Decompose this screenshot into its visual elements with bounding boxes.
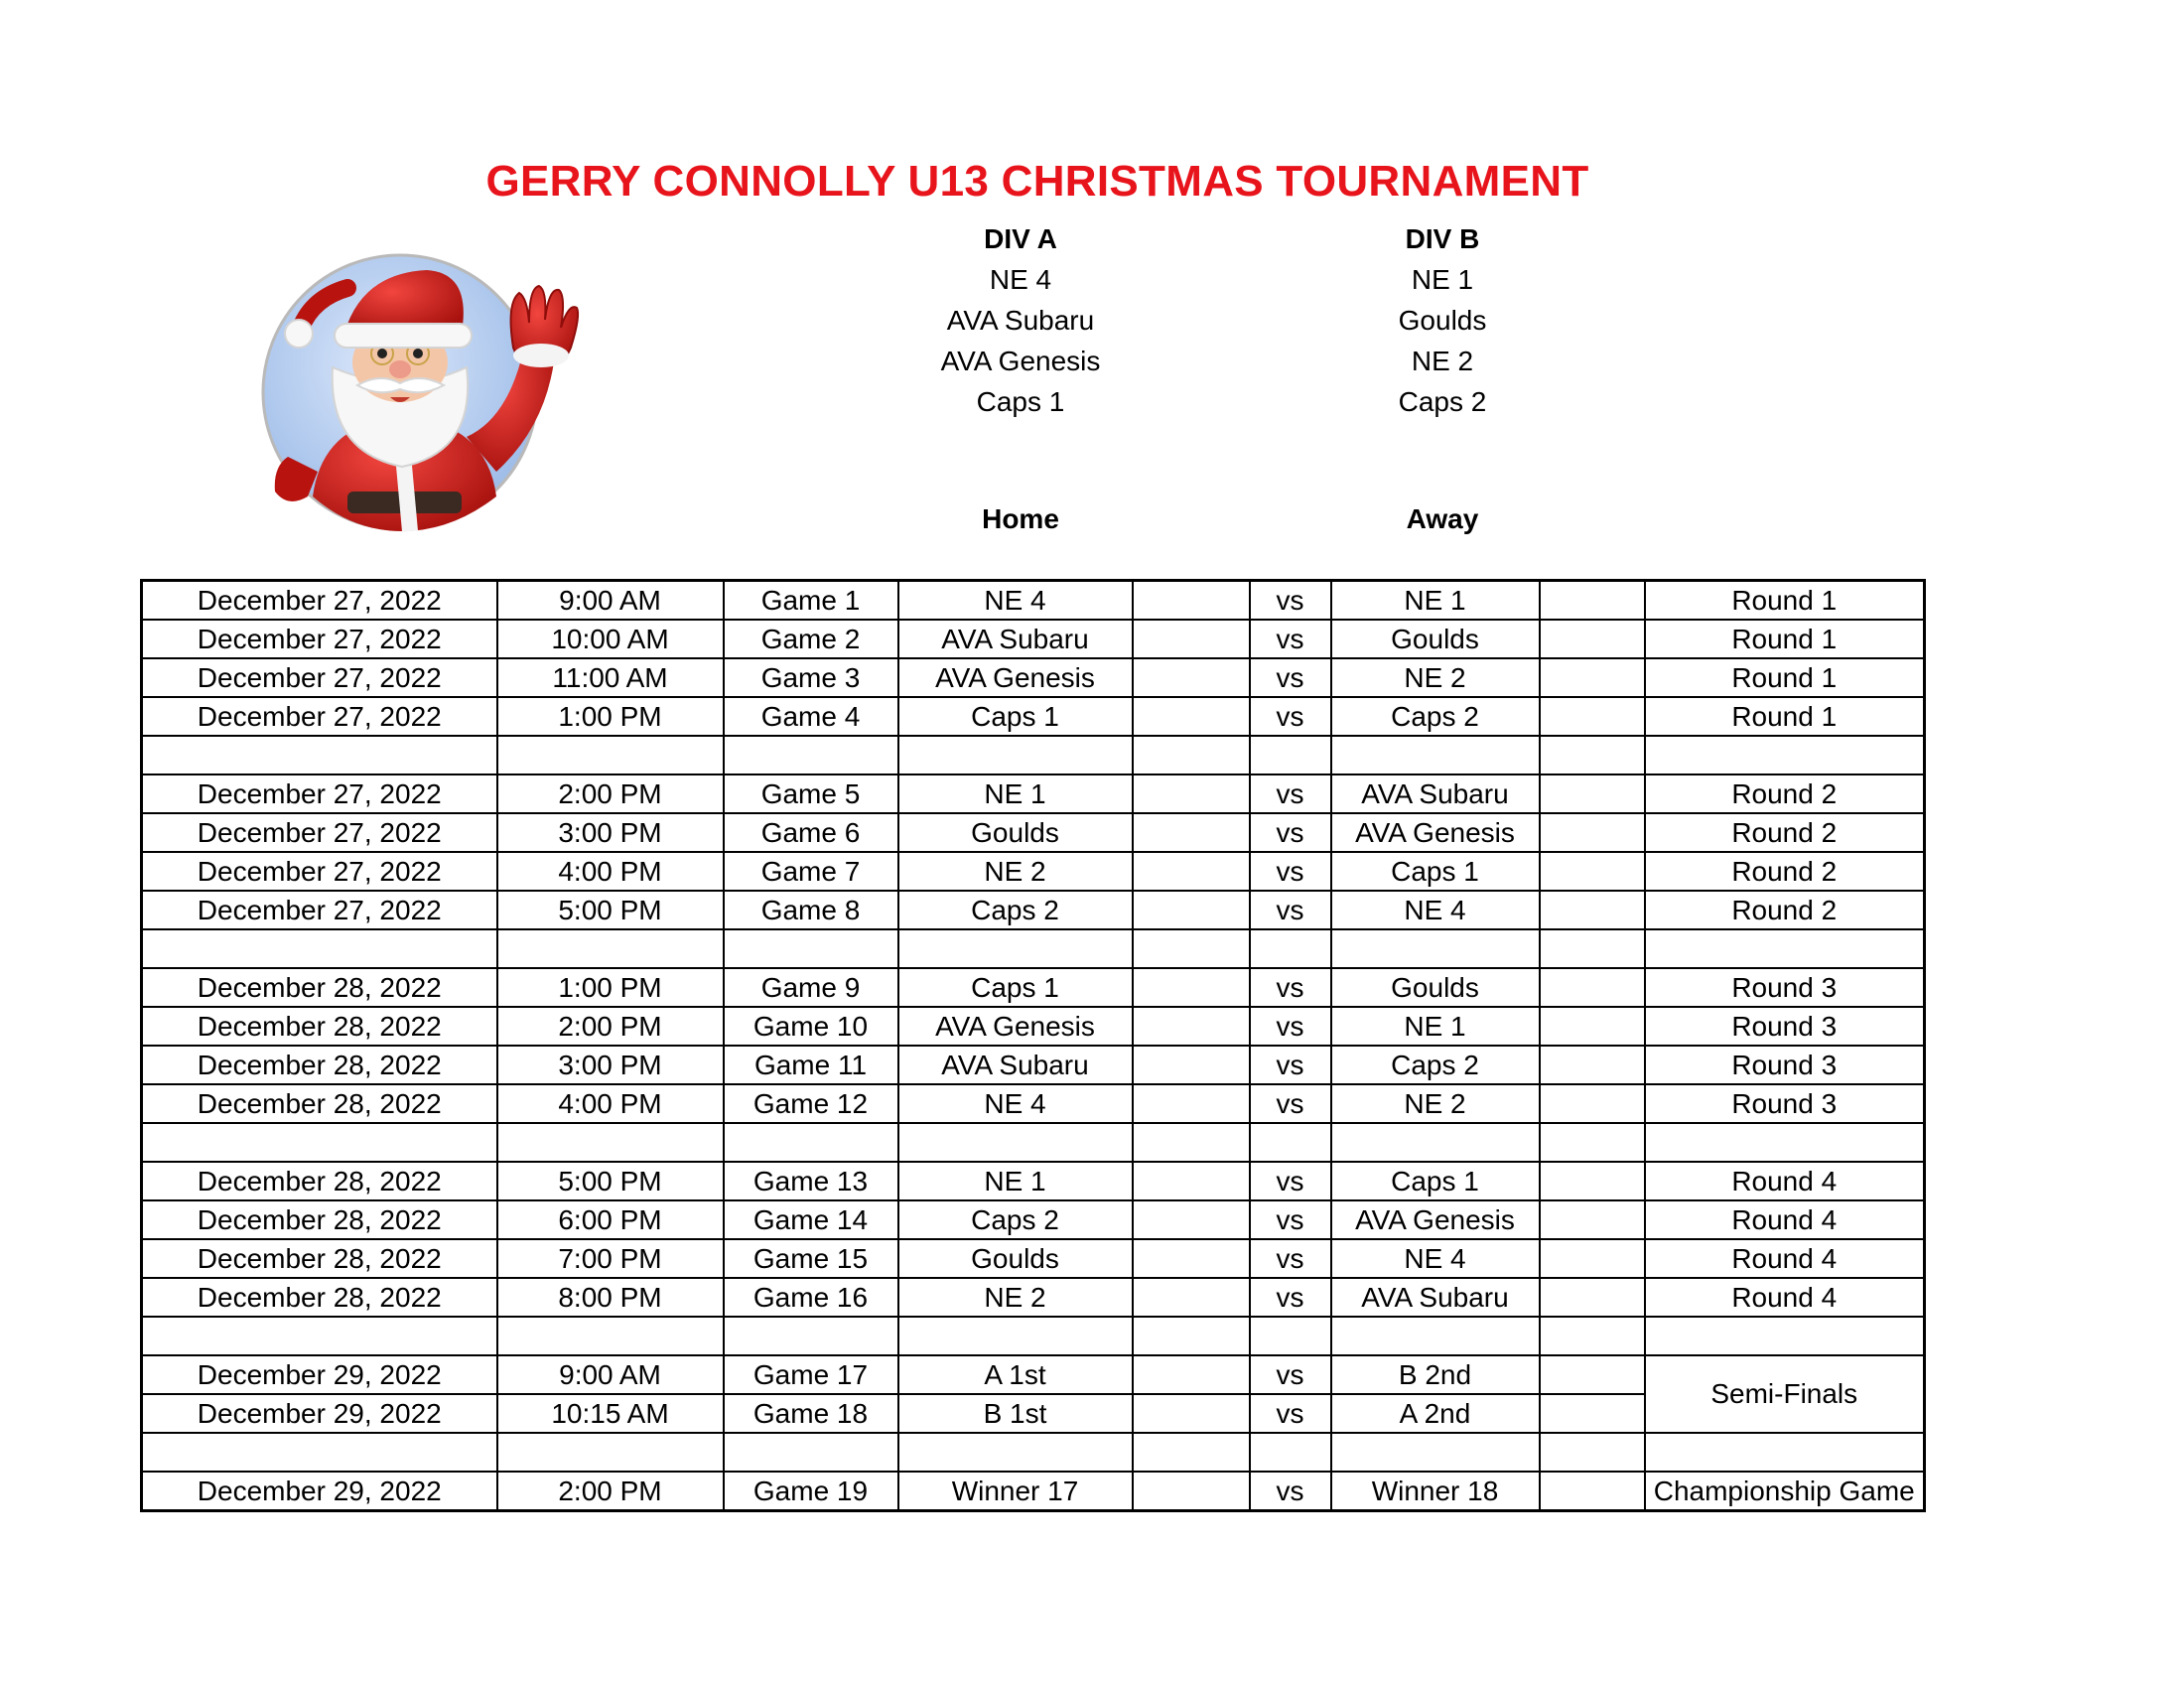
- home-team: Caps 2: [898, 891, 1133, 929]
- vs-label: vs: [1250, 1355, 1331, 1394]
- vs-label: vs: [1250, 658, 1331, 697]
- away-team: AVA Genesis: [1331, 1200, 1540, 1239]
- division-b-team: NE 1: [1411, 264, 1474, 295]
- vs-label: [1250, 1123, 1331, 1162]
- away-score-cell: [1540, 1239, 1645, 1278]
- away-team: [1331, 1433, 1540, 1472]
- away-team: NE 4: [1331, 891, 1540, 929]
- vs-label: vs: [1250, 968, 1331, 1007]
- vs-label: vs: [1250, 581, 1331, 621]
- away-team: Caps 2: [1331, 697, 1540, 736]
- game-time: [497, 1123, 724, 1162]
- game-time: 5:00 PM: [497, 891, 724, 929]
- game-date: December 27, 2022: [142, 658, 497, 697]
- away-score-cell: [1540, 891, 1645, 929]
- vs-label: vs: [1250, 891, 1331, 929]
- vs-label: vs: [1250, 1084, 1331, 1123]
- division-b: [1234, 218, 1651, 422]
- game-date: December 27, 2022: [142, 774, 497, 813]
- away-score-cell: [1540, 1278, 1645, 1317]
- game-number: Game 14: [724, 1200, 898, 1239]
- home-team: B 1st: [898, 1394, 1133, 1433]
- game-date: December 28, 2022: [142, 1278, 497, 1317]
- round-label: Round 4: [1645, 1278, 1925, 1317]
- game-number: Game 3: [724, 658, 898, 697]
- away-score-cell: [1540, 658, 1645, 697]
- round-label: Round 2: [1645, 852, 1925, 891]
- game-number: Game 2: [724, 620, 898, 658]
- table-row: [142, 1355, 1925, 1394]
- away-team: B 2nd: [1331, 1355, 1540, 1394]
- table-row: [142, 852, 1925, 891]
- game-date: December 28, 2022: [142, 968, 497, 1007]
- vs-label: vs: [1250, 1200, 1331, 1239]
- home-team: Caps 1: [898, 697, 1133, 736]
- vs-label: [1250, 1433, 1331, 1472]
- game-number: Game 12: [724, 1084, 898, 1123]
- game-time: 8:00 PM: [497, 1278, 724, 1317]
- round-label: Round 3: [1645, 1046, 1925, 1084]
- home-team: [898, 1123, 1133, 1162]
- game-number: Game 16: [724, 1278, 898, 1317]
- away-team: Goulds: [1331, 968, 1540, 1007]
- game-time: [497, 929, 724, 968]
- game-time: [497, 1317, 724, 1355]
- home-team: NE 2: [898, 1278, 1133, 1317]
- table-row: [142, 1084, 1925, 1123]
- game-date: December 27, 2022: [142, 581, 497, 621]
- away-team: Goulds: [1331, 620, 1540, 658]
- schedule-table: [140, 579, 1926, 1512]
- vs-label: [1250, 1317, 1331, 1355]
- home-score-cell: [1133, 1162, 1250, 1200]
- vs-label: vs: [1250, 1394, 1331, 1433]
- home-score-cell: [1133, 1433, 1250, 1472]
- round-label: [1645, 929, 1925, 968]
- home-score-cell: [1133, 968, 1250, 1007]
- game-number: Game 13: [724, 1162, 898, 1200]
- table-row: [142, 1200, 1925, 1239]
- home-team: Caps 1: [898, 968, 1133, 1007]
- vs-label: [1250, 736, 1331, 774]
- table-row: [142, 1162, 1925, 1200]
- spacer-row: [142, 929, 1925, 968]
- game-number: [724, 1317, 898, 1355]
- round-label: Round 4: [1645, 1200, 1925, 1239]
- table-row: [142, 658, 1925, 697]
- division-a-team: AVA Subaru: [946, 305, 1095, 336]
- away-team: AVA Subaru: [1331, 1278, 1540, 1317]
- home-team: AVA Genesis: [898, 658, 1133, 697]
- away-score-cell: [1540, 1433, 1645, 1472]
- home-team: [898, 1317, 1133, 1355]
- round-label: Round 1: [1645, 620, 1925, 658]
- division-a: [812, 218, 1229, 422]
- home-score-cell: [1133, 891, 1250, 929]
- vs-label: vs: [1250, 1007, 1331, 1046]
- table-row: [142, 891, 1925, 929]
- table-row: [142, 1046, 1925, 1084]
- game-date: December 29, 2022: [142, 1472, 497, 1511]
- game-number: Game 10: [724, 1007, 898, 1046]
- table-row: [142, 968, 1925, 1007]
- division-b-team: NE 2: [1411, 346, 1474, 376]
- home-score-cell: [1133, 1355, 1250, 1394]
- home-score-cell: [1133, 697, 1250, 736]
- home-score-cell: [1133, 1278, 1250, 1317]
- vs-label: vs: [1250, 852, 1331, 891]
- game-number: Game 6: [724, 813, 898, 852]
- away-column-label: Away: [1406, 503, 1479, 534]
- vs-label: vs: [1250, 620, 1331, 658]
- away-team: AVA Genesis: [1331, 813, 1540, 852]
- vs-label: vs: [1250, 1472, 1331, 1511]
- home-team: Winner 17: [898, 1472, 1133, 1511]
- round-label: Round 3: [1645, 1084, 1925, 1123]
- table-row: [142, 1007, 1925, 1046]
- vs-label: vs: [1250, 1278, 1331, 1317]
- home-score-cell: [1133, 1239, 1250, 1278]
- game-time: 4:00 PM: [497, 852, 724, 891]
- away-score-cell: [1540, 1394, 1645, 1433]
- home-score-cell: [1133, 1046, 1250, 1084]
- vs-label: vs: [1250, 1046, 1331, 1084]
- away-score-cell: [1540, 1162, 1645, 1200]
- game-date: [142, 929, 497, 968]
- game-date: December 28, 2022: [142, 1200, 497, 1239]
- home-team: AVA Subaru: [898, 620, 1133, 658]
- game-number: Game 1: [724, 581, 898, 621]
- division-b-label: DIV B: [1405, 223, 1480, 254]
- home-team: NE 1: [898, 774, 1133, 813]
- game-time: 6:00 PM: [497, 1200, 724, 1239]
- game-date: December 28, 2022: [142, 1162, 497, 1200]
- table-row: [142, 1472, 1925, 1511]
- home-score-cell: [1133, 581, 1250, 621]
- home-score-cell: [1133, 929, 1250, 968]
- away-team: [1331, 1317, 1540, 1355]
- away-score-cell: [1540, 1317, 1645, 1355]
- table-row: [142, 697, 1925, 736]
- game-number: [724, 736, 898, 774]
- game-date: December 27, 2022: [142, 620, 497, 658]
- home-team: Caps 2: [898, 1200, 1133, 1239]
- away-score-cell: [1540, 1355, 1645, 1394]
- game-number: Game 4: [724, 697, 898, 736]
- home-score-cell: [1133, 852, 1250, 891]
- round-label: Round 4: [1645, 1239, 1925, 1278]
- round-label: Round 3: [1645, 1007, 1925, 1046]
- santa-illustration: [253, 248, 596, 536]
- away-team: Caps 1: [1331, 852, 1540, 891]
- round-label: Round 3: [1645, 968, 1925, 1007]
- away-score-cell: [1540, 1084, 1645, 1123]
- game-date: [142, 736, 497, 774]
- round-label: [1645, 1433, 1925, 1472]
- away-score-cell: [1540, 1200, 1645, 1239]
- game-time: 1:00 PM: [497, 697, 724, 736]
- spacer-row: [142, 1123, 1925, 1162]
- vs-label: vs: [1250, 1162, 1331, 1200]
- game-date: December 27, 2022: [142, 852, 497, 891]
- vs-label: vs: [1250, 774, 1331, 813]
- away-score-cell: [1540, 852, 1645, 891]
- table-row: [142, 620, 1925, 658]
- round-label: [1645, 1317, 1925, 1355]
- away-score-cell: [1540, 1472, 1645, 1511]
- home-team: Goulds: [898, 813, 1133, 852]
- game-time: 3:00 PM: [497, 813, 724, 852]
- away-score-cell: [1540, 736, 1645, 774]
- vs-label: vs: [1250, 813, 1331, 852]
- game-date: December 27, 2022: [142, 891, 497, 929]
- away-team: A 2nd: [1331, 1394, 1540, 1433]
- away-team: NE 2: [1331, 658, 1540, 697]
- away-score-cell: [1540, 968, 1645, 1007]
- round-label: Semi-Finals: [1645, 1355, 1925, 1433]
- game-number: Game 7: [724, 852, 898, 891]
- home-team: NE 4: [898, 1084, 1133, 1123]
- game-number: Game 8: [724, 891, 898, 929]
- vs-label: vs: [1250, 697, 1331, 736]
- home-team: [898, 1433, 1133, 1472]
- game-date: December 27, 2022: [142, 697, 497, 736]
- away-score-cell: [1540, 581, 1645, 621]
- home-team: [898, 929, 1133, 968]
- round-label: Round 2: [1645, 813, 1925, 852]
- round-label: [1645, 736, 1925, 774]
- game-time: [497, 736, 724, 774]
- away-team: Caps 2: [1331, 1046, 1540, 1084]
- home-score-cell: [1133, 736, 1250, 774]
- home-score-cell: [1133, 1123, 1250, 1162]
- division-a-team: Caps 1: [976, 386, 1065, 417]
- away-team: [1331, 736, 1540, 774]
- away-score-cell: [1540, 929, 1645, 968]
- game-number: [724, 1433, 898, 1472]
- home-team: NE 4: [898, 581, 1133, 621]
- game-time: 7:00 PM: [497, 1239, 724, 1278]
- game-date: December 28, 2022: [142, 1046, 497, 1084]
- game-time: 9:00 AM: [497, 581, 724, 621]
- game-number: [724, 1123, 898, 1162]
- away-team: [1331, 1123, 1540, 1162]
- game-date: [142, 1433, 497, 1472]
- away-score-cell: [1540, 1123, 1645, 1162]
- home-score-cell: [1133, 1084, 1250, 1123]
- away-team: AVA Subaru: [1331, 774, 1540, 813]
- home-team: [898, 736, 1133, 774]
- home-score-cell: [1133, 620, 1250, 658]
- away-score-cell: [1540, 774, 1645, 813]
- game-time: 10:00 AM: [497, 620, 724, 658]
- away-score-cell: [1540, 1007, 1645, 1046]
- round-label: Round 1: [1645, 658, 1925, 697]
- away-score-cell: [1540, 620, 1645, 658]
- home-score-cell: [1133, 1472, 1250, 1511]
- game-time: 1:00 PM: [497, 968, 724, 1007]
- home-score-cell: [1133, 1317, 1250, 1355]
- game-time: [497, 1433, 724, 1472]
- away-team: NE 1: [1331, 1007, 1540, 1046]
- game-date: [142, 1123, 497, 1162]
- table-row: [142, 774, 1925, 813]
- home-column-label: Home: [982, 503, 1059, 534]
- game-time: 4:00 PM: [497, 1084, 724, 1123]
- home-team: A 1st: [898, 1355, 1133, 1394]
- away-team: NE 1: [1331, 581, 1540, 621]
- away-team: [1331, 929, 1540, 968]
- away-score-cell: [1540, 1046, 1645, 1084]
- game-date: December 27, 2022: [142, 813, 497, 852]
- game-date: December 28, 2022: [142, 1084, 497, 1123]
- home-score-cell: [1133, 1007, 1250, 1046]
- round-label: Round 2: [1645, 774, 1925, 813]
- division-b-team: Goulds: [1398, 305, 1487, 336]
- away-team: Caps 1: [1331, 1162, 1540, 1200]
- division-a-team: NE 4: [989, 264, 1052, 295]
- game-time: 3:00 PM: [497, 1046, 724, 1084]
- game-time: 5:00 PM: [497, 1162, 724, 1200]
- table-row: [142, 581, 1925, 621]
- home-score-cell: [1133, 1200, 1250, 1239]
- page-title: GERRY CONNOLLY U13 CHRISTMAS TOURNAMENT: [485, 157, 1589, 206]
- home-score-cell: [1133, 1394, 1250, 1433]
- table-row: [142, 813, 1925, 852]
- away-team: Winner 18: [1331, 1472, 1540, 1511]
- home-team: Goulds: [898, 1239, 1133, 1278]
- round-label: [1645, 1123, 1925, 1162]
- away-team: NE 4: [1331, 1239, 1540, 1278]
- home-team: NE 1: [898, 1162, 1133, 1200]
- game-time: 2:00 PM: [497, 1007, 724, 1046]
- game-number: Game 11: [724, 1046, 898, 1084]
- division-a-label: DIV A: [984, 223, 1057, 254]
- division-b-team: Caps 2: [1398, 386, 1487, 417]
- home-score-cell: [1133, 774, 1250, 813]
- round-label: Championship Game: [1645, 1472, 1925, 1511]
- game-date: [142, 1317, 497, 1355]
- vs-label: vs: [1250, 1239, 1331, 1278]
- game-time: 11:00 AM: [497, 658, 724, 697]
- away-score-cell: [1540, 813, 1645, 852]
- round-label: Round 2: [1645, 891, 1925, 929]
- away-score-cell: [1540, 697, 1645, 736]
- round-label: Round 1: [1645, 697, 1925, 736]
- home-team: AVA Subaru: [898, 1046, 1133, 1084]
- division-a-team: AVA Genesis: [940, 346, 1101, 376]
- vs-label: [1250, 929, 1331, 968]
- game-date: December 29, 2022: [142, 1394, 497, 1433]
- game-date: December 28, 2022: [142, 1239, 497, 1278]
- game-number: Game 9: [724, 968, 898, 1007]
- round-label: Round 1: [1645, 581, 1925, 621]
- spacer-row: [142, 1433, 1925, 1472]
- game-time: 2:00 PM: [497, 774, 724, 813]
- game-date: December 29, 2022: [142, 1355, 497, 1394]
- table-row: [142, 1278, 1925, 1317]
- game-time: 10:15 AM: [497, 1394, 724, 1433]
- home-team: NE 2: [898, 852, 1133, 891]
- game-number: Game 15: [724, 1239, 898, 1278]
- game-time: 2:00 PM: [497, 1472, 724, 1511]
- spacer-row: [142, 736, 1925, 774]
- table-row: [142, 1239, 1925, 1278]
- game-date: December 28, 2022: [142, 1007, 497, 1046]
- game-number: Game 17: [724, 1355, 898, 1394]
- game-number: Game 19: [724, 1472, 898, 1511]
- game-number: [724, 929, 898, 968]
- home-score-cell: [1133, 813, 1250, 852]
- game-number: Game 5: [724, 774, 898, 813]
- game-number: Game 18: [724, 1394, 898, 1433]
- home-score-cell: [1133, 658, 1250, 697]
- spacer-row: [142, 1317, 1925, 1355]
- away-team: NE 2: [1331, 1084, 1540, 1123]
- home-team: AVA Genesis: [898, 1007, 1133, 1046]
- round-label: Round 4: [1645, 1162, 1925, 1200]
- game-time: 9:00 AM: [497, 1355, 724, 1394]
